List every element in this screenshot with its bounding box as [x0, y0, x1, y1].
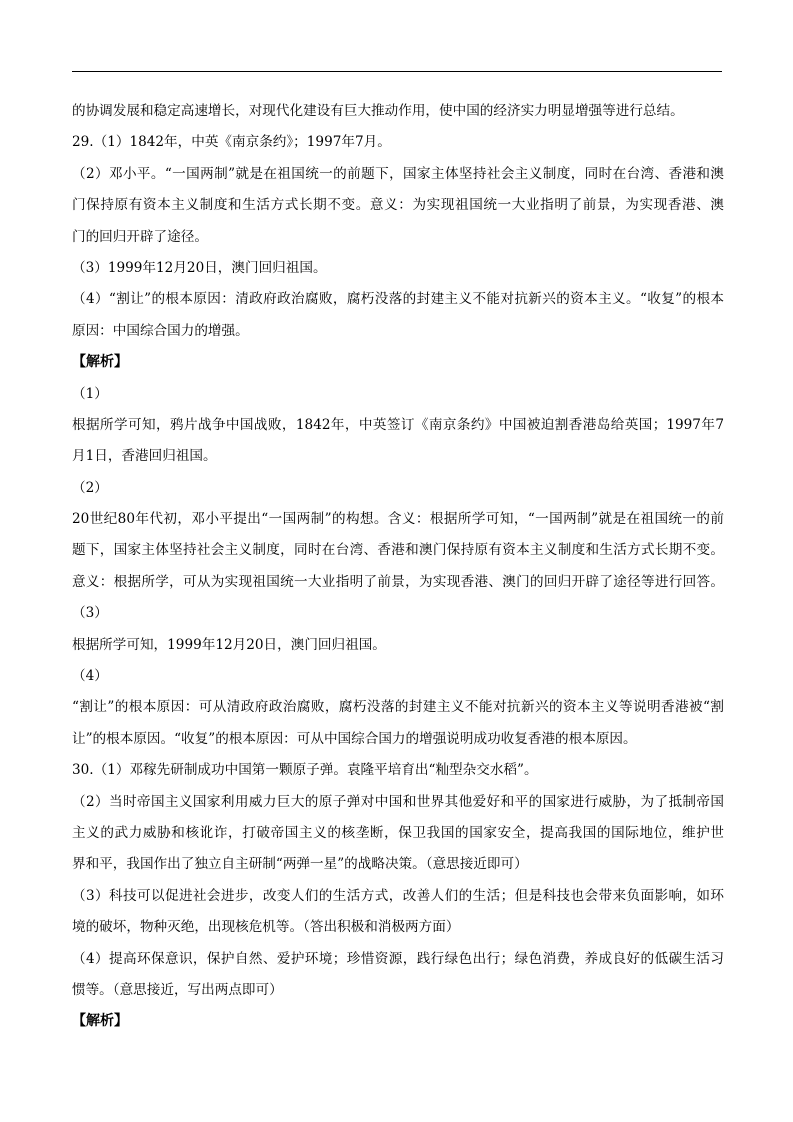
answer-30-part-1: 30.（1）邓稼先研制成功中国第一颗原子弹。袁隆平培育出“籼型杂交水稻”。: [72, 762, 538, 779]
answer-30-part-4: （4）提高环保意识，保护自然、爱护环境；珍惜资源，践行绿色出行；绿色消费，养成良好的低碳生活习: [72, 950, 724, 967]
text-line: 让”的根本原因。“收复”的根本原因：可从中国综合国力的增强说明成功收复香港的根本原因。: [72, 730, 637, 747]
text-line: 意义：根据所学，可从为实现祖国统一大业指明了前景，为实现香港、澳门的回归开辟了途径等进行回答。: [72, 573, 724, 590]
text-line: 主义的武力威胁和核讹诈，打破帝国主义的核垄断，保卫我国的国家安全，提高我国的国际地位，维护世: [72, 824, 724, 841]
answer-29-part-1: 29.（1）1842年，中英《南京条约》；1997年7月。: [72, 134, 391, 151]
text-line: 原因：中国综合国力的增强。: [72, 322, 249, 339]
text-line: 题下，国家主体坚持社会主义制度，同时在台湾、香港和澳门保持原有资本主义制度和生活方式长期不变。: [72, 542, 724, 559]
text-line: 门保持原有资本主义制度和生活方式长期不变。意义：为实现祖国统一大业指明了前景，为实现香港、澳: [72, 197, 724, 214]
document-body: [72, 96, 724, 1038]
text-line: 月1日，香港回归祖国。: [72, 448, 217, 465]
text-line: 根据所学可知，1999年12月20日，澳门回归祖国。: [72, 636, 386, 653]
text-line: 界和平，我国作出了独立自主研制“两弹一星”的战略决策。（意思接近即可）: [72, 856, 528, 873]
text-line: “割让”的根本原因：可从清政府政治腐败，腐朽没落的封建主义不能对抗新兴的资本主义等说明香港被“割: [72, 699, 724, 716]
analysis-part-label: （2）: [72, 479, 108, 496]
answer-30-part-2: （2）当时帝国主义国家利用威力巨大的原子弹对中国和世界其他爱好和平的国家进行威胁，为了抵制帝国: [72, 793, 724, 810]
answer-29-part-4: （4）“割让”的根本原因：清政府政治腐败，腐朽没落的封建主义不能对抗新兴的资本主义。“收复”的根本: [72, 291, 724, 308]
text-line: 惯等。（意思接近，写出两点即可）: [72, 981, 283, 998]
analysis-part-label: （3）: [72, 605, 108, 622]
analysis-part-label: （1）: [72, 385, 108, 402]
answer-29-part-3: （3）1999年12月20日，澳门回归祖国。: [72, 259, 327, 276]
answer-30-part-3: （3）科技可以促进社会进步，改变人们的生活方式，改善人们的生活；但是科技也会带来负面影响，如环: [72, 887, 724, 904]
analysis-heading: 【解析】: [72, 1013, 128, 1030]
text-line: 20世纪80年代初，邓小平提出“一国两制”的构想。含义：根据所学可知，“一国两制”就是在祖国统一的前: [72, 511, 724, 528]
text-line: 境的破坏，物种灭绝，出现核危机等。（答出积极和消极两方面）: [72, 919, 460, 936]
answer-29-part-2: （2）邓小平。“一国两制”就是在祖国统一的前题下，国家主体坚持社会主义制度，同时在台湾、香港和澳: [72, 165, 724, 182]
analysis-heading: 【解析】: [72, 354, 128, 371]
text-line: 门的回归开辟了途径。: [72, 228, 208, 245]
analysis-part-label: （4）: [72, 668, 108, 685]
text-line: 根据所学可知，鸦片战争中国战败，1842年，中英签订《南京条约》中国被迫割香港岛给英国；1997年7: [72, 416, 724, 433]
header-rule: [72, 71, 722, 72]
text-line: 的协调发展和稳定高速增长，对现代化建设有巨大推动作用，使中国的经济实力明显增强等进行总结。: [72, 103, 684, 119]
